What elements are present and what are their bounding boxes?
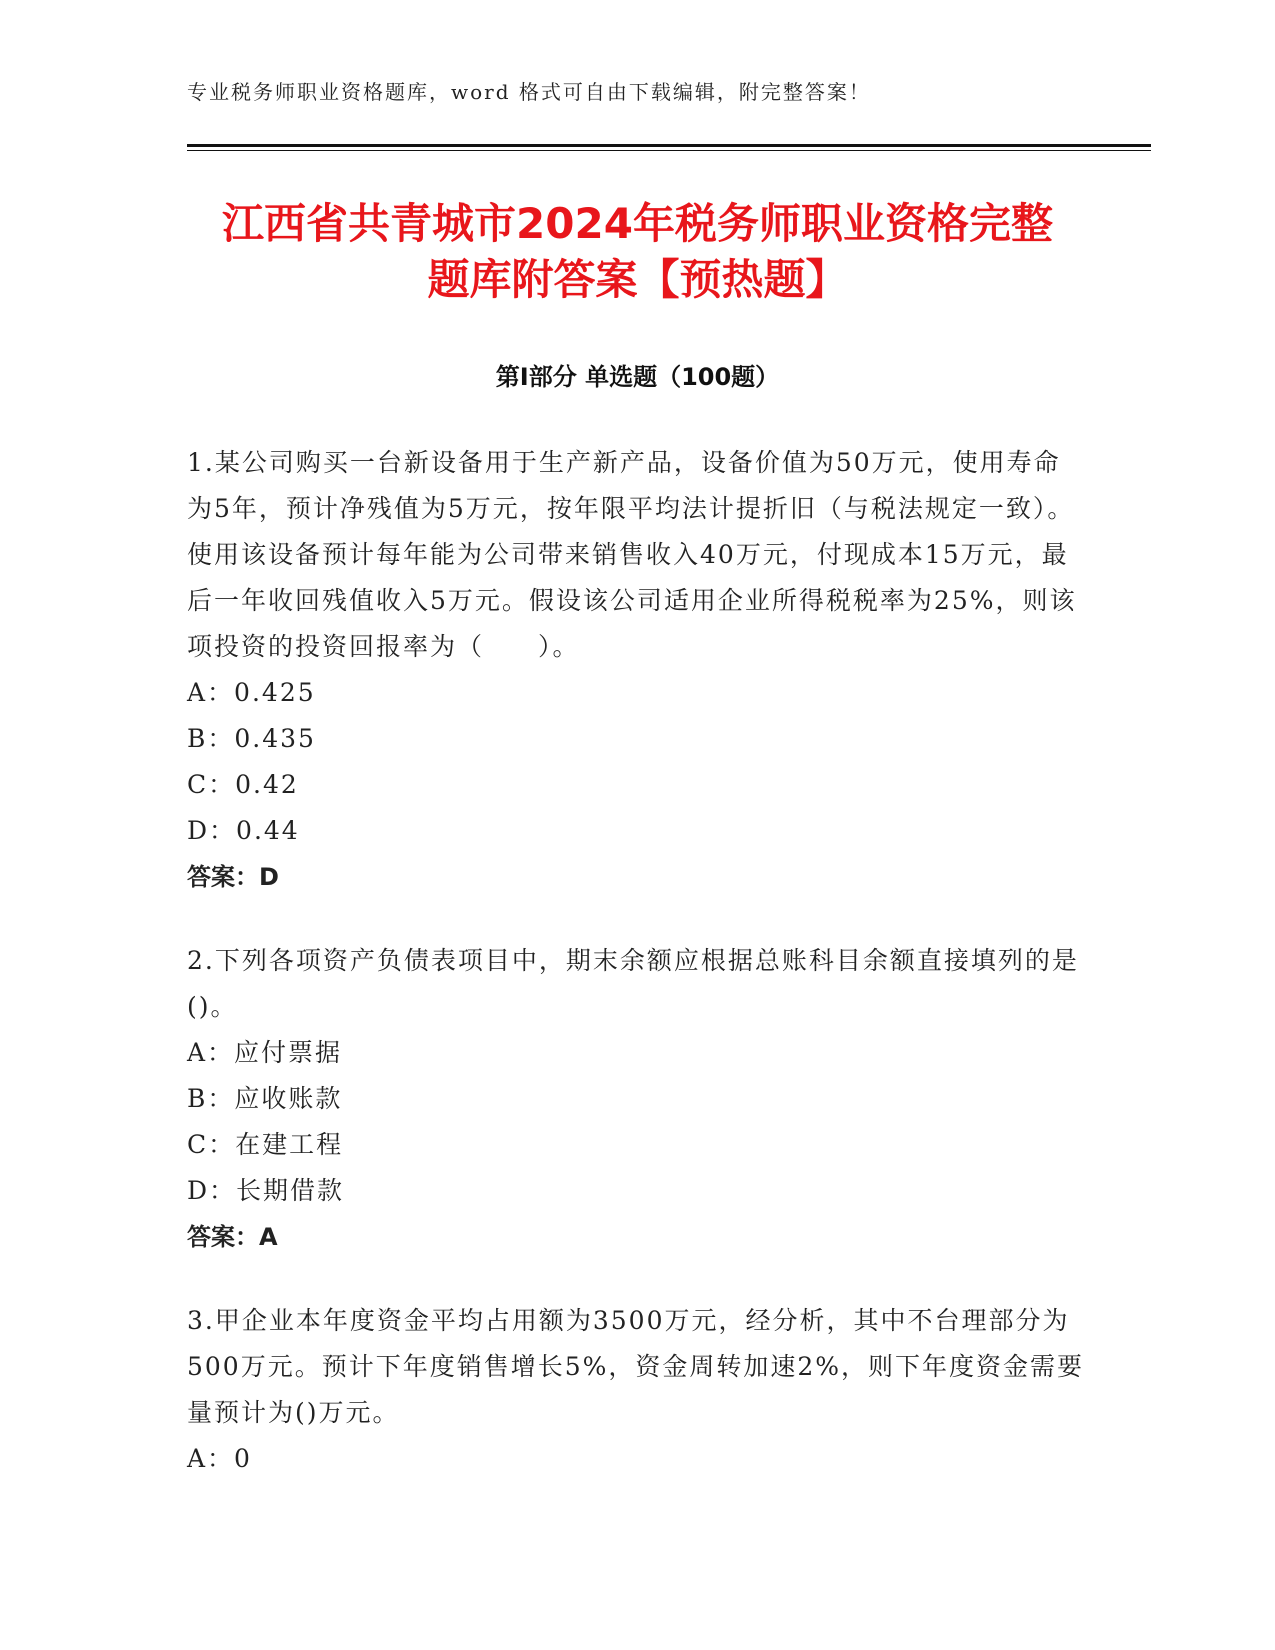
option-c: C：在建工程 <box>187 1130 344 1159</box>
option-b: B：应收账款 <box>187 1084 343 1113</box>
option-d: D：0.44 <box>187 816 300 845</box>
question-text: 3.甲企业本年度资金平均占用额为3500万元，经分析，其中不台理部分为500万元。预计下年度销售增长5%，资金周转加速2%，则下年度资金需要量预计为()万元。 <box>187 1306 1085 1427</box>
option-a: A：应付票据 <box>187 1038 343 1067</box>
document-title <box>150 196 1125 308</box>
question-text: 1.某公司购买一台新设备用于生产新产品，设备价值为50万元，使用寿命为5年，预计净残值为5万元，按年限平均法计提折旧（与税法规定一致）。使用该设备预计每年能为公司带来销售收入40万元，付现成本15万元，最后一年收回残值收入5万元。假设该公司适用企业所得税税率为25%，则该项投资的投资回报率为（ ）。 <box>187 448 1077 661</box>
option-c: C：0.42 <box>187 770 299 799</box>
header-rule-thin <box>187 150 1151 151</box>
question-3 <box>187 1298 1087 1482</box>
question-list <box>187 440 1087 1520</box>
answer: 答案：A <box>187 1223 278 1251</box>
document-title-line-1: 江西省共青城市2024年税务师职业资格完整 <box>222 199 1053 248</box>
header-rule-thick <box>187 144 1151 147</box>
question-text: 2.下列各项资产负债表项目中，期末余额应根据总账科目余额直接填列的是()。 <box>187 946 1079 1021</box>
option-a: A：0 <box>187 1444 252 1473</box>
answer: 答案：D <box>187 863 279 891</box>
document-title-line-2: 题库附答案【预热题】 <box>427 255 848 304</box>
option-d: D：长期借款 <box>187 1176 345 1205</box>
option-b: B：0.435 <box>187 724 316 753</box>
question-2 <box>187 938 1087 1260</box>
header-note: 专业税务师职业资格题库，word 格式可自由下载编辑，附完整答案！ <box>187 80 871 104</box>
section-heading: 第Ⅰ部分 单选题（100题） <box>495 363 780 391</box>
option-a: A：0.425 <box>187 678 316 707</box>
question-1 <box>187 440 1087 900</box>
